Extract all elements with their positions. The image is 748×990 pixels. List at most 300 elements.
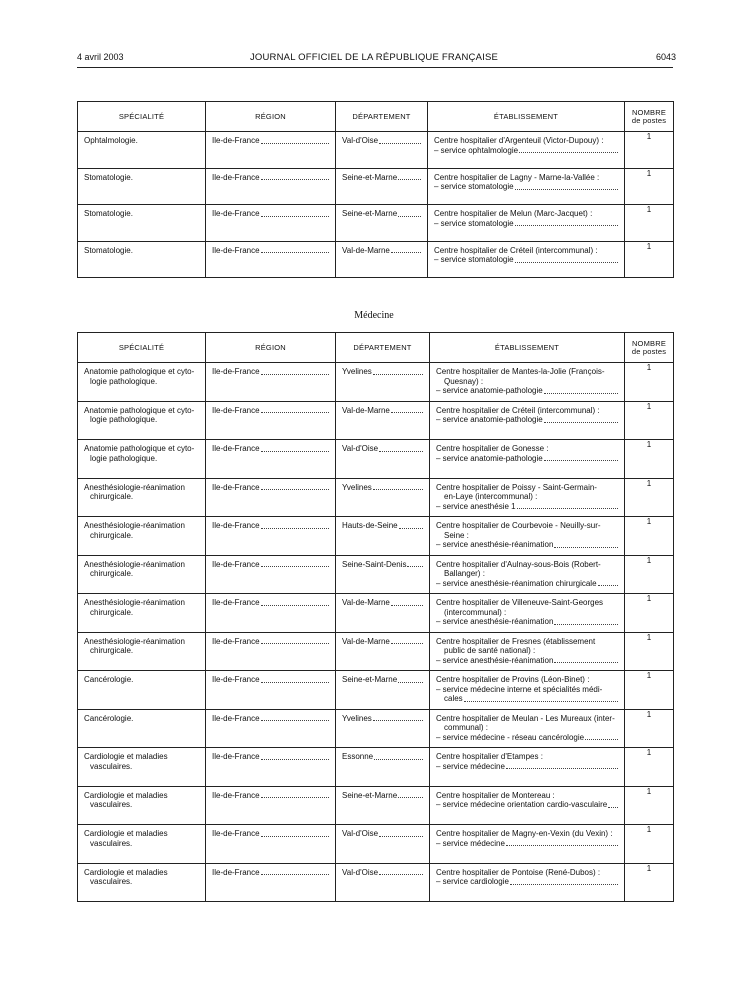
etablissement-line-text: communal) : bbox=[444, 723, 489, 733]
etablissement-wrap bbox=[430, 594, 624, 627]
departement-value-text: Yvelines bbox=[342, 713, 372, 723]
region-value-leader bbox=[261, 246, 329, 254]
etablissement-line bbox=[436, 483, 618, 493]
cell-etablissement bbox=[430, 594, 625, 633]
cell-specialite bbox=[78, 168, 206, 205]
etablissement-line bbox=[436, 762, 618, 772]
etablissement-line bbox=[436, 800, 618, 810]
etablissement-line bbox=[436, 454, 618, 464]
departement-wrap bbox=[336, 748, 429, 762]
etablissement-line-text: Centre hospitalier de Villeneuve-Saint-Georges bbox=[436, 598, 604, 607]
region-value bbox=[212, 136, 329, 146]
region-value-text: Ile-de-France bbox=[212, 172, 260, 182]
departement-value bbox=[342, 136, 421, 146]
nombre-value: 1 bbox=[646, 863, 652, 873]
etablissement-wrap bbox=[430, 825, 624, 848]
etablissement-wrap bbox=[430, 517, 624, 550]
departement-value bbox=[342, 868, 423, 878]
departement-wrap bbox=[336, 479, 429, 493]
specialite-line: logie pathologique. bbox=[90, 453, 158, 463]
region-wrap bbox=[206, 864, 335, 878]
cell-nombre bbox=[625, 168, 674, 205]
region-value-text: Ile-de-France bbox=[212, 829, 260, 838]
region-value bbox=[212, 173, 329, 183]
cell-nombre bbox=[625, 440, 674, 479]
departement-value bbox=[342, 752, 423, 762]
departement-value-text: Val-de-Marne bbox=[342, 636, 390, 646]
cell-region bbox=[206, 363, 336, 402]
departement-value-leader bbox=[398, 791, 423, 799]
nombre-value: 1 bbox=[646, 825, 652, 834]
etablissement-line bbox=[436, 617, 618, 627]
cell-region bbox=[206, 825, 336, 864]
departement-wrap bbox=[336, 633, 429, 647]
cell-etablissement bbox=[430, 632, 625, 671]
departement-value-text: Yvelines bbox=[342, 367, 372, 376]
etablissement-line-text: public de santé national) : bbox=[444, 646, 536, 656]
etablissement-line bbox=[436, 377, 618, 387]
departement-value-leader bbox=[373, 367, 423, 375]
etablissement-wrap bbox=[430, 633, 624, 666]
section-title-medecine: Médecine bbox=[354, 310, 394, 321]
cell-nombre bbox=[625, 132, 674, 169]
departement-wrap bbox=[336, 825, 429, 839]
region-wrap bbox=[206, 671, 335, 685]
departement-wrap bbox=[336, 132, 427, 146]
cell-etablissement bbox=[428, 168, 625, 205]
departement-wrap bbox=[336, 169, 427, 183]
specialite-line: Anatomie pathologique et cyto- bbox=[84, 444, 195, 453]
table-row bbox=[78, 132, 674, 169]
etablissement-line bbox=[434, 136, 618, 146]
etablissement-wrap bbox=[428, 132, 624, 155]
specialite-line: Cardiologie et maladies bbox=[84, 790, 168, 800]
cell-region bbox=[206, 478, 336, 517]
etablissement-line-text: – service stomatologie bbox=[434, 218, 514, 228]
region-value-text: Ile-de-France bbox=[212, 636, 260, 646]
etablissement-line-text: – service anatomie-pathologie bbox=[436, 453, 543, 463]
region-value-text: Ile-de-France bbox=[212, 444, 260, 453]
cell-nombre bbox=[625, 517, 674, 556]
col-header-departement: DÉPARTEMENT bbox=[336, 333, 430, 363]
table-medecine bbox=[77, 332, 674, 902]
departement-wrap bbox=[336, 363, 429, 377]
departement-wrap bbox=[336, 787, 429, 801]
etablissement-leader bbox=[554, 540, 618, 548]
cell-departement bbox=[336, 748, 430, 787]
specialite-line: Stomatologie. bbox=[84, 245, 133, 255]
etablissement-wrap bbox=[428, 205, 624, 228]
etablissement-wrap bbox=[430, 787, 624, 810]
region-value bbox=[212, 209, 329, 219]
nombre-value: 1 bbox=[646, 517, 652, 526]
cell-departement bbox=[336, 517, 430, 556]
cell-specialite bbox=[78, 671, 206, 710]
specialite-text bbox=[78, 205, 205, 219]
etablissement-line-text: (intercommunal) : bbox=[444, 607, 507, 617]
specialite-line: Anesthésiologie-réanimation bbox=[84, 482, 185, 492]
specialite-text bbox=[78, 556, 205, 579]
region-value-text: Ile-de-France bbox=[212, 482, 260, 492]
region-value-text: Ile-de-France bbox=[212, 713, 260, 723]
region-value-text: Ile-de-France bbox=[212, 209, 260, 218]
cell-region bbox=[206, 440, 336, 479]
etablissement-leader bbox=[554, 656, 618, 664]
etablissement-line-text: Centre hospitalier de Courbevoie - Neuilly-sur- bbox=[436, 521, 601, 530]
etablissement-line bbox=[436, 540, 618, 550]
etablissement-line bbox=[434, 173, 618, 183]
nombre-value: 1 bbox=[646, 168, 652, 178]
cell-nombre bbox=[625, 594, 674, 633]
nombre-value: 1 bbox=[646, 555, 652, 565]
specialite-text bbox=[78, 825, 205, 848]
region-value bbox=[212, 637, 329, 647]
region-value bbox=[212, 406, 329, 416]
region-value-leader bbox=[261, 560, 329, 568]
col-header-etablissement: ÉTABLISSEMENT bbox=[428, 102, 625, 132]
cell-departement bbox=[336, 132, 428, 169]
table-row bbox=[78, 440, 674, 479]
cell-specialite bbox=[78, 363, 206, 402]
departement-wrap bbox=[336, 402, 429, 416]
region-wrap bbox=[206, 825, 335, 839]
cell-nombre bbox=[625, 241, 674, 278]
departement-wrap bbox=[336, 242, 427, 256]
departement-wrap bbox=[336, 205, 427, 219]
cell-etablissement bbox=[428, 132, 625, 169]
etablissement-wrap bbox=[430, 556, 624, 589]
cell-etablissement bbox=[430, 825, 625, 864]
etablissement-line-text: – service anesthésie 1 bbox=[436, 501, 516, 511]
cell-nombre bbox=[625, 555, 674, 594]
departement-value-leader bbox=[374, 752, 423, 760]
etablissement-line bbox=[436, 656, 618, 666]
col-header-departement: DÉPARTEMENT bbox=[336, 102, 428, 132]
departement-value-text: Val-d'Oise bbox=[342, 867, 379, 877]
cell-etablissement bbox=[430, 671, 625, 710]
etablissement-line-text: Seine : bbox=[444, 530, 469, 540]
region-wrap bbox=[206, 517, 335, 531]
region-wrap bbox=[206, 633, 335, 647]
cell-etablissement bbox=[430, 401, 625, 440]
cell-departement bbox=[336, 555, 430, 594]
region-wrap bbox=[206, 594, 335, 608]
etablissement-line bbox=[436, 839, 618, 849]
cell-departement bbox=[336, 401, 430, 440]
region-wrap bbox=[206, 479, 335, 493]
col-header-nombre bbox=[625, 333, 674, 363]
specialite-line: Anatomie pathologique et cyto- bbox=[84, 405, 195, 415]
etablissement-line-text: – service médecine bbox=[436, 838, 505, 848]
etablissement-leader bbox=[515, 182, 618, 190]
col-header-etablissement: ÉTABLISSEMENT bbox=[430, 333, 625, 363]
region-wrap bbox=[206, 556, 335, 570]
departement-value bbox=[342, 637, 423, 647]
etablissement-leader bbox=[608, 800, 618, 808]
region-wrap bbox=[206, 132, 335, 146]
etablissement-wrap bbox=[430, 748, 624, 771]
col-header-nombre-line2: de postes bbox=[631, 346, 667, 356]
region-value-leader bbox=[261, 829, 329, 837]
cell-specialite bbox=[78, 241, 206, 278]
nombre-value: 1 bbox=[646, 241, 652, 251]
header-page-number: 6043 bbox=[655, 52, 676, 62]
region-value-text: Ile-de-France bbox=[212, 559, 260, 569]
departement-value bbox=[342, 521, 423, 531]
cell-nombre bbox=[625, 863, 674, 902]
cell-departement bbox=[336, 825, 430, 864]
etablissement-line bbox=[436, 598, 618, 608]
nombre-value: 1 bbox=[646, 748, 652, 757]
region-value-leader bbox=[261, 209, 329, 217]
etablissement-line-text: Centre hospitalier de Meulan - Les Mureaux (inter- bbox=[436, 713, 615, 723]
cell-region bbox=[206, 241, 336, 278]
cell-etablissement bbox=[430, 786, 625, 825]
departement-value-leader bbox=[391, 246, 421, 254]
etablissement-line-text: – service ophtalmologie bbox=[434, 145, 519, 155]
region-value-leader bbox=[261, 714, 329, 722]
etablissement-wrap bbox=[430, 671, 624, 704]
cell-etablissement bbox=[430, 709, 625, 748]
departement-value-text: Val-d'Oise bbox=[342, 136, 379, 145]
specialite-text bbox=[78, 169, 205, 183]
cell-departement bbox=[336, 632, 430, 671]
etablissement-line bbox=[436, 637, 618, 647]
region-wrap bbox=[206, 710, 335, 724]
table-row bbox=[78, 594, 674, 633]
table-row bbox=[78, 632, 674, 671]
departement-value-leader bbox=[398, 209, 421, 217]
nombre-value: 1 bbox=[646, 786, 652, 796]
etablissement-wrap bbox=[430, 864, 624, 887]
specialite-line: chirurgicale. bbox=[90, 569, 134, 579]
cell-region bbox=[206, 748, 336, 787]
cell-region bbox=[206, 671, 336, 710]
cell-nombre bbox=[625, 363, 674, 402]
specialite-line: Anesthésiologie-réanimation bbox=[84, 521, 185, 530]
departement-wrap bbox=[336, 671, 429, 685]
etablissement-line bbox=[436, 492, 618, 502]
region-value bbox=[212, 444, 329, 454]
table-row bbox=[78, 709, 674, 748]
cell-departement bbox=[336, 241, 428, 278]
etablissement-line-text: – service anatomie-pathologie bbox=[436, 386, 543, 396]
cell-region bbox=[206, 555, 336, 594]
col-header-nombre-line2: de postes bbox=[631, 115, 667, 125]
departement-value bbox=[342, 444, 423, 454]
departement-value-leader bbox=[373, 483, 423, 491]
specialite-text bbox=[78, 517, 205, 540]
header-date: 4 avril 2003 bbox=[77, 52, 124, 62]
cell-specialite bbox=[78, 632, 206, 671]
etablissement-line-text: – service médecine bbox=[436, 761, 505, 771]
departement-value bbox=[342, 560, 423, 570]
specialite-text bbox=[78, 748, 205, 771]
departement-value-leader bbox=[391, 637, 423, 645]
etablissement-line bbox=[436, 444, 618, 454]
region-wrap bbox=[206, 363, 335, 377]
region-value-text: Ile-de-France bbox=[212, 136, 260, 145]
etablissement-line-text: Centre hospitalier de Créteil (intercommunal) : bbox=[434, 245, 598, 255]
specialite-line: Cardiologie et maladies bbox=[84, 867, 168, 877]
etablissement-line-text: en-Laye (intercommunal) : bbox=[444, 492, 538, 502]
cell-etablissement bbox=[430, 478, 625, 517]
region-value-leader bbox=[261, 637, 329, 645]
specialite-text bbox=[78, 864, 205, 887]
etablissement-line-text: – service anatomie-pathologie bbox=[436, 415, 543, 425]
cell-etablissement bbox=[430, 748, 625, 787]
etablissement-line-text: Ballanger) : bbox=[444, 569, 485, 579]
etablissement-line-text: – service stomatologie bbox=[434, 255, 514, 265]
cell-etablissement bbox=[428, 241, 625, 278]
departement-value-text: Seine-et-Marne bbox=[342, 675, 398, 684]
departement-value bbox=[342, 791, 423, 801]
region-value bbox=[212, 521, 329, 531]
region-value bbox=[212, 367, 329, 377]
nombre-value: 1 bbox=[646, 709, 652, 719]
cell-nombre bbox=[625, 825, 674, 864]
region-value-text: Ile-de-France bbox=[212, 675, 260, 684]
departement-value-text: Essonne bbox=[342, 752, 374, 761]
etablissement-line bbox=[436, 646, 618, 656]
col-header-region: RÉGION bbox=[206, 333, 336, 363]
specialite-line: Cardiologie et maladies bbox=[84, 829, 168, 838]
cell-specialite bbox=[78, 709, 206, 748]
table-row bbox=[78, 863, 674, 902]
cell-region bbox=[206, 632, 336, 671]
cell-nombre bbox=[625, 748, 674, 787]
etablissement-line bbox=[434, 255, 618, 265]
table-row bbox=[78, 478, 674, 517]
cell-specialite bbox=[78, 517, 206, 556]
etablissement-line bbox=[436, 829, 618, 839]
departement-wrap bbox=[336, 710, 429, 724]
specialite-text bbox=[78, 594, 205, 617]
etablissement-leader bbox=[519, 146, 618, 154]
cell-departement bbox=[336, 440, 430, 479]
cell-specialite bbox=[78, 132, 206, 169]
etablissement-line-text: cales bbox=[444, 694, 463, 704]
departement-value bbox=[342, 714, 423, 724]
etablissement-leader bbox=[464, 694, 618, 702]
etablissement-line-text: – service médecine - réseau cancérologie bbox=[436, 732, 585, 742]
region-value bbox=[212, 675, 329, 685]
etablissement-line bbox=[434, 209, 618, 219]
region-value-leader bbox=[261, 752, 329, 760]
etablissement-line bbox=[436, 521, 618, 531]
departement-value bbox=[342, 829, 423, 839]
cell-etablissement bbox=[430, 363, 625, 402]
departement-value bbox=[342, 598, 423, 608]
cell-etablissement bbox=[430, 440, 625, 479]
specialite-text bbox=[78, 132, 205, 146]
col-header-specialite: SPÉCIALITÉ bbox=[78, 102, 206, 132]
cell-specialite bbox=[78, 205, 206, 242]
cell-nombre bbox=[625, 401, 674, 440]
departement-value-text: Seine-et-Marne bbox=[342, 209, 398, 218]
departement-value-text: Hauts-de-Seine bbox=[342, 521, 398, 530]
etablissement-line-text: Centre hospitalier de Fresnes (établissement bbox=[436, 636, 596, 646]
etablissement-wrap bbox=[430, 710, 624, 743]
etablissement-line bbox=[436, 569, 618, 579]
nombre-value: 1 bbox=[646, 205, 652, 214]
table-row bbox=[78, 241, 674, 278]
etablissement-wrap bbox=[428, 242, 624, 265]
etablissement-line bbox=[436, 723, 618, 733]
etablissement-line-text: – service anesthésie-réanimation bbox=[436, 540, 554, 550]
specialite-line: chirurgicale. bbox=[90, 530, 134, 540]
departement-value bbox=[342, 406, 423, 416]
table-row bbox=[78, 555, 674, 594]
departement-value bbox=[342, 209, 421, 219]
specialite-line: chirurgicale. bbox=[90, 646, 134, 656]
etablissement-line bbox=[434, 146, 618, 156]
cell-specialite bbox=[78, 863, 206, 902]
cell-specialite bbox=[78, 555, 206, 594]
cell-departement bbox=[336, 671, 430, 710]
specialite-line: Cancérologie. bbox=[84, 675, 134, 684]
departement-value-text: Val-de-Marne bbox=[342, 598, 390, 607]
cell-etablissement bbox=[430, 555, 625, 594]
specialite-text bbox=[78, 671, 205, 685]
departement-wrap bbox=[336, 864, 429, 878]
etablissement-leader bbox=[585, 733, 618, 741]
departement-value-leader bbox=[391, 598, 423, 606]
departement-wrap bbox=[336, 594, 429, 608]
etablissement-line-text: – service cardiologie bbox=[436, 877, 509, 887]
etablissement-line bbox=[434, 246, 618, 256]
specialite-line: Cancérologie. bbox=[84, 713, 134, 723]
region-value-text: Ile-de-France bbox=[212, 598, 260, 607]
etablissement-line bbox=[436, 685, 618, 695]
table-row bbox=[78, 748, 674, 787]
cell-departement bbox=[336, 786, 430, 825]
etablissement-line bbox=[436, 733, 618, 743]
etablissement-line bbox=[436, 791, 618, 801]
col-header-nombre-line1: NOMBRE bbox=[631, 338, 667, 348]
specialite-text bbox=[78, 633, 205, 656]
departement-value-leader bbox=[399, 521, 423, 529]
departement-value-leader bbox=[398, 675, 423, 683]
region-value-leader bbox=[261, 791, 329, 799]
etablissement-leader bbox=[506, 839, 618, 847]
departement-value-leader bbox=[407, 560, 423, 568]
etablissement-leader bbox=[544, 415, 618, 423]
departement-value-leader bbox=[373, 714, 423, 722]
departement-value-leader bbox=[379, 868, 423, 876]
cell-specialite bbox=[78, 786, 206, 825]
etablissement-line-text: Quesnay) : bbox=[444, 376, 484, 386]
col-header-region: RÉGION bbox=[206, 102, 336, 132]
region-wrap bbox=[206, 169, 335, 183]
table-row bbox=[78, 401, 674, 440]
departement-wrap bbox=[336, 440, 429, 454]
table-row bbox=[78, 168, 674, 205]
specialite-line: Cardiologie et maladies bbox=[84, 752, 168, 761]
cell-specialite bbox=[78, 440, 206, 479]
etablissement-line-text: – service médecine interne et spécialités médi- bbox=[436, 684, 603, 694]
etablissement-line bbox=[436, 367, 618, 377]
departement-value bbox=[342, 173, 421, 183]
specialite-line: Anesthésiologie-réanimation bbox=[84, 636, 185, 646]
cell-region bbox=[206, 594, 336, 633]
etablissement-line bbox=[436, 694, 618, 704]
region-value-leader bbox=[261, 444, 329, 452]
region-value-text: Ile-de-France bbox=[212, 521, 260, 530]
departement-value-text: Val-d'Oise bbox=[342, 444, 379, 453]
etablissement-wrap bbox=[428, 169, 624, 192]
cell-specialite bbox=[78, 825, 206, 864]
